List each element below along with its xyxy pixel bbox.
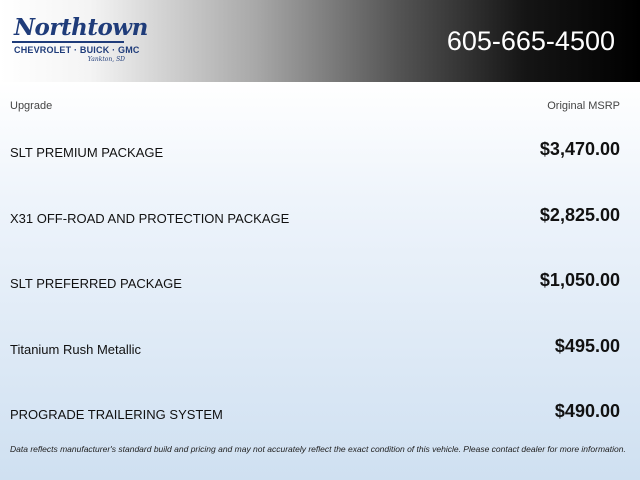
upgrade-row (10, 335, 620, 365)
disclaimer-text: Data reflects manufacturer's standard build and pricing and may not accurately reflect the exact condition of this vehicle. Please contact dealer for more information. (10, 444, 626, 454)
upgrade-row (10, 400, 620, 430)
column-header-msrp: Original MSRP (547, 100, 620, 112)
logo-wordmark: Northtown (14, 14, 148, 41)
upgrade-row (10, 138, 620, 168)
dealer-logo[interactable] (12, 14, 148, 66)
upgrade-price: $1,050.00 (539, 270, 620, 290)
upgrade-price: $3,470.00 (539, 139, 620, 159)
upgrade-row (10, 204, 620, 234)
logo-swoosh (12, 41, 124, 43)
logo-brands: CHEVROLET · BUICK · GMC (14, 45, 140, 55)
upgrade-price: $2,825.00 (539, 205, 620, 225)
upgrade-price: $490.00 (554, 401, 620, 421)
logo-city: Yankton, SD (87, 56, 125, 63)
upgrade-row (10, 269, 620, 299)
upgrade-name: SLT PREFERRED PACKAGE (10, 276, 182, 291)
upgrade-price: $495.00 (554, 336, 620, 356)
column-header-upgrade: Upgrade (10, 100, 53, 112)
upgrade-name: PROGRADE TRAILERING SYSTEM (10, 407, 223, 422)
dealer-phone[interactable]: 605-665-4500 (446, 26, 615, 56)
upgrade-name: X31 OFF-ROAD AND PROTECTION PACKAGE (10, 211, 290, 226)
upgrade-name: Titanium Rush Metallic (10, 342, 142, 357)
upgrade-name: SLT PREMIUM PACKAGE (10, 145, 164, 160)
header-banner (0, 0, 640, 82)
